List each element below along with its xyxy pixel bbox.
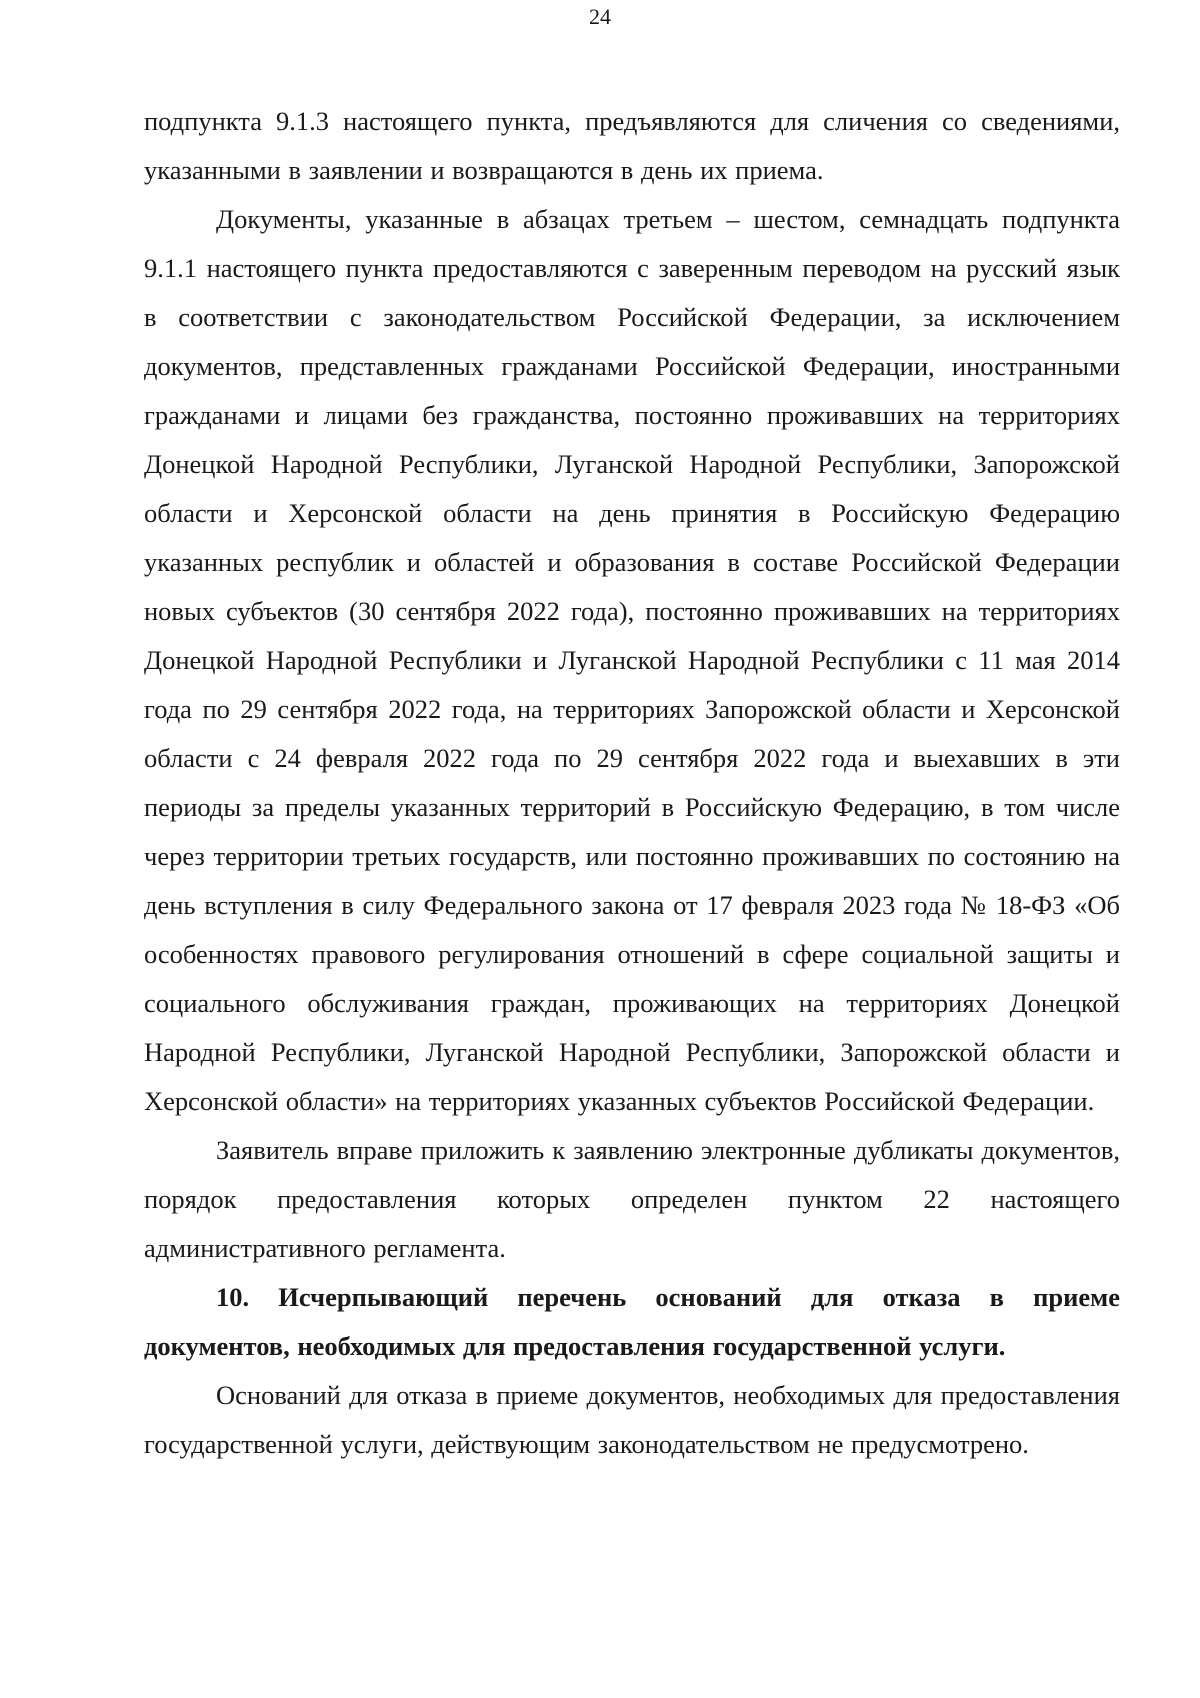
paragraph-electronic-duplicates: Заявитель вправе приложить к заявлению электронные дубликаты документов, порядок предоставления которых определен пунктом 22 настоящего административного регламента.: [144, 1135, 1120, 1263]
section-heading: 10. Исчерпывающий перечень оснований для отказа в приеме документов, необходимых для предоставления государственной услуги.: [144, 1282, 1120, 1361]
section-body: Оснований для отказа в приеме документов, необходимых для предоставления государственной услуги, действующим законодательством не предусмотрено.: [144, 1380, 1120, 1459]
page-number: 24: [589, 4, 611, 29]
paragraph-continuation: подпункта 9.1.3 настоящего пункта, предъявляются для сличения со сведениями, указанными в заявлении и возвращаются в день их приема.: [144, 106, 1120, 185]
paragraph-documents-translation: Документы, указанные в абзацах третьем – шестом, семнадцать подпункта 9.1.1 настоящего пункта предоставляются с заверенным переводом на русский язык в соответствии с законодательством Российской Федерации, за исключением документов, представленных гражданами Российской Федерации, иностранными гражданами и лицами без гражданства, постоянно проживавших на территориях Донецкой Народной Республики, Луганской Народной Республики, Запорожской области и Херсонской области на день принятия в Российскую Федерацию указанных республик и областей и образования в составе Российской Федерации новых субъектов (30 сентября 2022 года), постоянно проживавших на территориях Донецкой Народной Республики и Луганской Народной Республики с 11 мая 2014 года по 29 сентября 2022 года, на территориях Запорожской области и Херсонской области с 24 февраля 2022 года по 29 сентября 2022 года и выехавших в эти периоды за пределы указанных территорий в Российскую Федерацию, в том числе через территории третьих государств, или постоянно проживавших по состоянию на день вступления в силу Федерального закона от 17 февраля 2023 года № 18-ФЗ «Об особенностях правового регулирования отношений в сфере социальной защиты и социального обслуживания граждан, проживающих на территориях Донецкой Народной Республики, Луганской Народной Республики, Запорожской области и Херсонской области» на территориях указанных субъектов Российской Федерации.: [144, 204, 1120, 1116]
document-body: [144, 97, 1120, 1469]
